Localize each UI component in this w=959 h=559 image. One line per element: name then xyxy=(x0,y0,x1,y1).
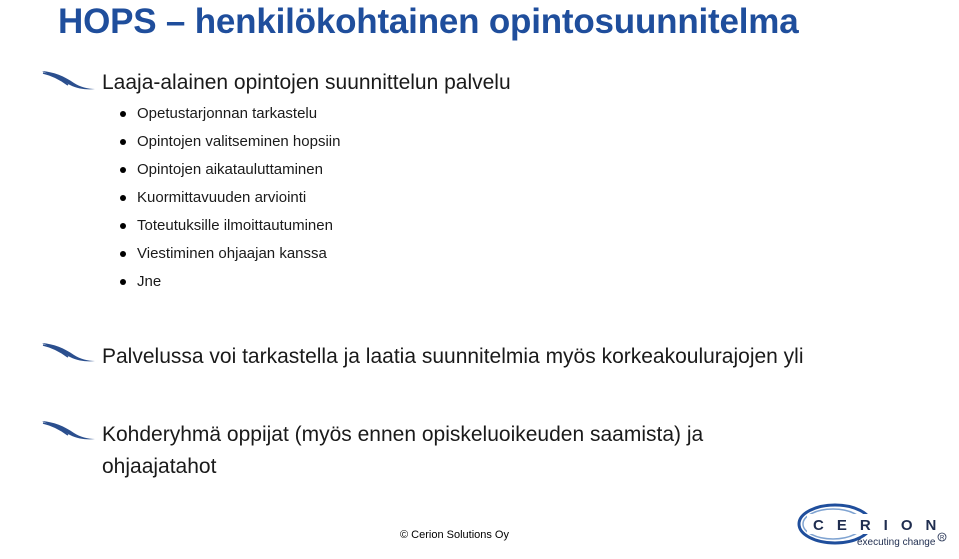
list-item: Jne xyxy=(120,268,340,296)
feature-list xyxy=(120,100,340,296)
list-item: Opintojen aikatauluttaminen xyxy=(120,156,340,184)
bullet-dot xyxy=(120,111,126,117)
logo-wordmark: CERION xyxy=(813,517,950,534)
svg-text:R: R xyxy=(940,535,945,542)
swoosh-icon xyxy=(40,68,96,92)
section-heading-service: Laaja-alainen opintojen suunnittelun palvelu xyxy=(102,71,511,94)
bullet-dot xyxy=(120,195,126,201)
swoosh-icon xyxy=(40,418,96,442)
list-item: Opintojen valitseminen hopsiin xyxy=(120,128,340,156)
bullet-dot xyxy=(120,279,126,285)
section-heading-target-group: Kohderyhmä oppijat (myös ennen opiskeluoikeuden saamista) ja xyxy=(102,423,704,446)
section-heading-target-group-line2: ohjaajatahot xyxy=(102,455,217,478)
list-item: Kuormittavuuden arviointi xyxy=(120,184,340,212)
copyright-text: © Cerion Solutions Oy xyxy=(400,529,509,541)
list-item: Viestiminen ohjaajan kanssa xyxy=(120,240,340,268)
bullet-dot xyxy=(120,223,126,229)
bullet-dot xyxy=(120,139,126,145)
bullet-dot xyxy=(120,251,126,257)
page-title: HOPS – henkilökohtainen opintosuunnitelma xyxy=(58,2,799,41)
list-item: Opetustarjonnan tarkastelu xyxy=(120,100,340,128)
logo-tagline: executing change xyxy=(857,537,936,548)
bullet-dot xyxy=(120,167,126,173)
section-heading-cross-institution: Palvelussa voi tarkastella ja laatia suunnitelmia myös korkeakoulurajojen yli xyxy=(102,345,804,368)
swoosh-icon xyxy=(40,340,96,364)
cerion-logo xyxy=(795,500,955,555)
list-item: Toteutuksille ilmoittautuminen xyxy=(120,212,340,240)
